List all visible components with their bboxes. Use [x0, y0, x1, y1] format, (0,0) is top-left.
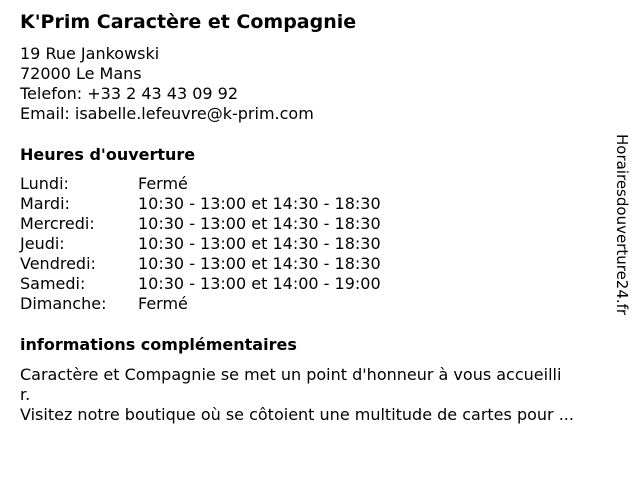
additional-info-text	[20, 365, 620, 425]
day-hours: Fermé	[138, 174, 188, 193]
day-hours: 10:30 - 13:00 et 14:00 - 19:00	[138, 274, 381, 293]
city-address: 72000 Le Mans	[20, 64, 142, 83]
info-line: Visitez notre boutique où se côtoient une multitude de cartes pour ...	[20, 405, 574, 424]
day-label: Lundi:	[20, 174, 69, 193]
info-line: r.	[20, 385, 31, 404]
phone-number: Telefon: +33 2 43 43 09 92	[20, 84, 239, 103]
day-label: Mardi:	[20, 194, 70, 213]
day-label: Jeudi:	[20, 234, 65, 253]
email-address: Email: isabelle.lefeuvre@k-prim.com	[20, 104, 314, 123]
street-address: 19 Rue Jankowski	[20, 44, 160, 63]
day-hours: 10:30 - 13:00 et 14:30 - 18:30	[138, 234, 381, 253]
site-watermark: Horairesdouverture24.fr	[613, 134, 631, 316]
day-label: Vendredi:	[20, 254, 96, 273]
day-hours: 10:30 - 13:00 et 14:30 - 18:30	[138, 214, 381, 233]
day-hours: Fermé	[138, 294, 188, 313]
day-label: Mercredi:	[20, 214, 95, 233]
contact-block	[20, 44, 314, 124]
day-hours: 10:30 - 13:00 et 14:30 - 18:30	[138, 194, 381, 213]
day-hours: 10:30 - 13:00 et 14:30 - 18:30	[138, 254, 381, 273]
business-name: K'Prim Caractère et Compagnie	[20, 11, 357, 33]
day-label: Dimanche:	[20, 294, 107, 313]
opening-hours-heading: Heures d'ouverture	[20, 145, 196, 164]
additional-info-heading: informations complémentaires	[20, 335, 297, 354]
info-line: Caractère et Compagnie se met un point d'honneur à vous accueilli	[20, 365, 562, 384]
day-label: Samedi:	[20, 274, 86, 293]
